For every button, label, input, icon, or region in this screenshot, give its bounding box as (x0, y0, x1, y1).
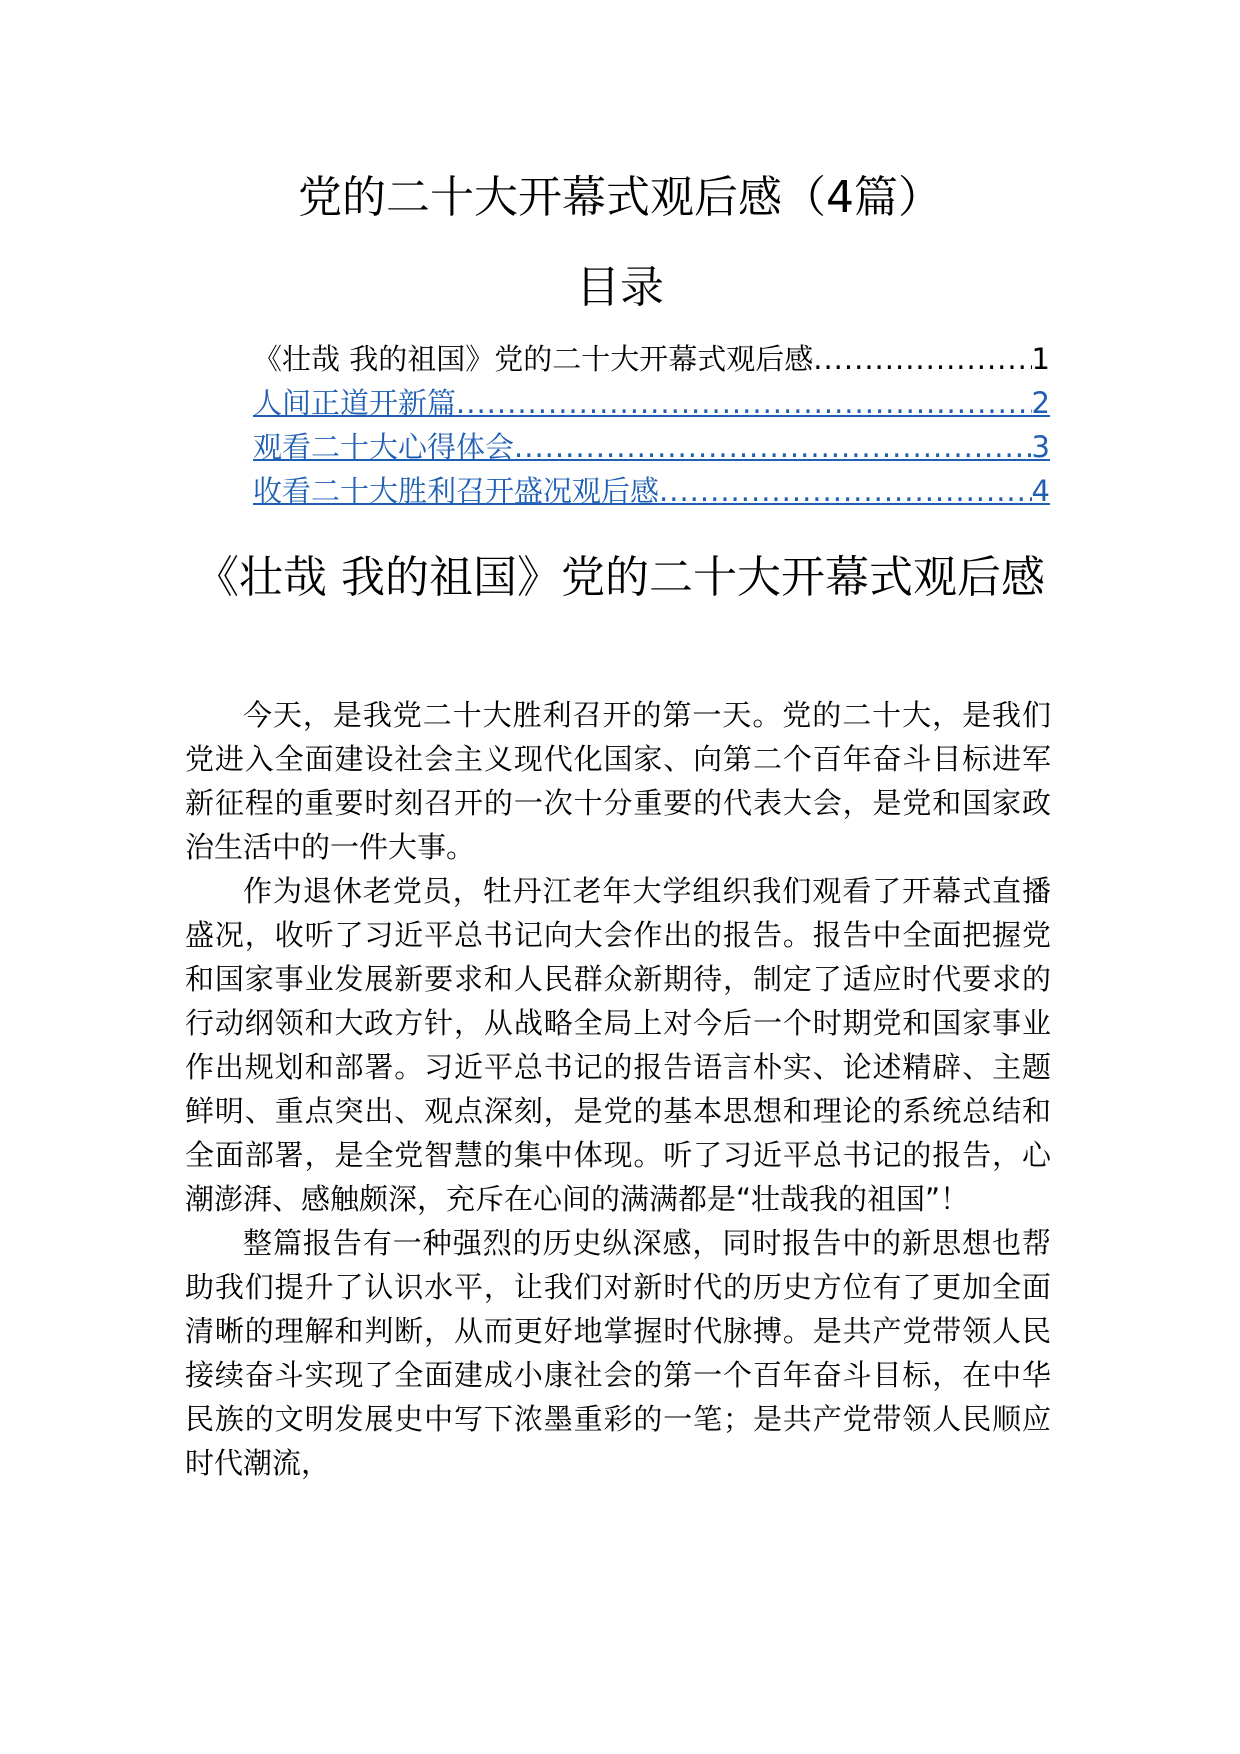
table-of-contents (253, 337, 1050, 513)
article-body (185, 693, 1051, 1485)
article-paragraph: 作为退休老党员，牡丹江老年大学组织我们观看了开幕式直播盛况，收听了习近平总书记向大会作出的报告。报告中全面把握党和国家事业发展新要求和人民群众新期待，制定了适应时代要求的行动纲领和大政方针，从战略全局上对今后一个时期党和国家事业作出规划和部署。习近平总书记的报告语言朴实、论述精辟、主题鲜明、重点突出、观点深刻，是党的基本思想和理论的系统总结和全面部署，是全党智慧的集中体现。听了习近平总书记的报告，心潮澎湃、感触颇深，充斥在心间的满满都是“壮哉我的祖国”！ (185, 874, 1051, 1216)
toc-page-number: 4 (1031, 474, 1050, 508)
toc-leader-dots (659, 469, 1032, 513)
article-paragraph: 今天，是我党二十大胜利召开的第一天。党的二十大，是我们党进入全面建设社会主义现代化国家、向第二个百年奋斗目标进军新征程的重要时刻召开的一次十分重要的代表大会，是党和国家政治生活中的一件大事。 (185, 698, 1051, 864)
toc-entry-text: 《壮哉 我的祖国》党的二十大开幕式观后感 (253, 342, 814, 376)
document-title: 党的二十大开幕式观后感（4篇） (298, 172, 942, 223)
toc-entry-text: 观看二十大心得体会 (253, 430, 515, 464)
toc-entry-2[interactable] (253, 381, 1050, 425)
toc-entry-4[interactable] (253, 469, 1050, 513)
toc-leader-dots (514, 425, 1032, 469)
toc-entry-1[interactable] (253, 337, 1050, 381)
toc-entry-text: 人间正道开新篇 (253, 386, 457, 420)
article-paragraph: 整篇报告有一种强烈的历史纵深感，同时报告中的新思想也帮助我们提升了认识水平，让我们对新时代的历史方位有了更加全面清晰的理解和判断，从而更好地掌握时代脉搏。是共产党带领人民接续奋斗实现了全面建成小康社会的第一个百年奋斗目标，在中华民族的文明发展史中写下浓墨重彩的一笔；是共产党带领人民顺应时代潮流， (185, 1226, 1051, 1480)
toc-leader-dots (456, 381, 1032, 425)
toc-page-number: 3 (1031, 430, 1050, 464)
toc-leader-dots (813, 337, 1031, 381)
toc-heading: 目录 (576, 262, 664, 313)
toc-page-number: 1 (1031, 342, 1050, 376)
toc-page-number: 2 (1031, 386, 1050, 420)
toc-entry-3[interactable] (253, 425, 1050, 469)
toc-entry-text: 收看二十大胜利召开盛况观后感 (253, 474, 660, 508)
article-title: 《壮哉 我的祖国》党的二十大开幕式观后感 (195, 552, 1045, 603)
